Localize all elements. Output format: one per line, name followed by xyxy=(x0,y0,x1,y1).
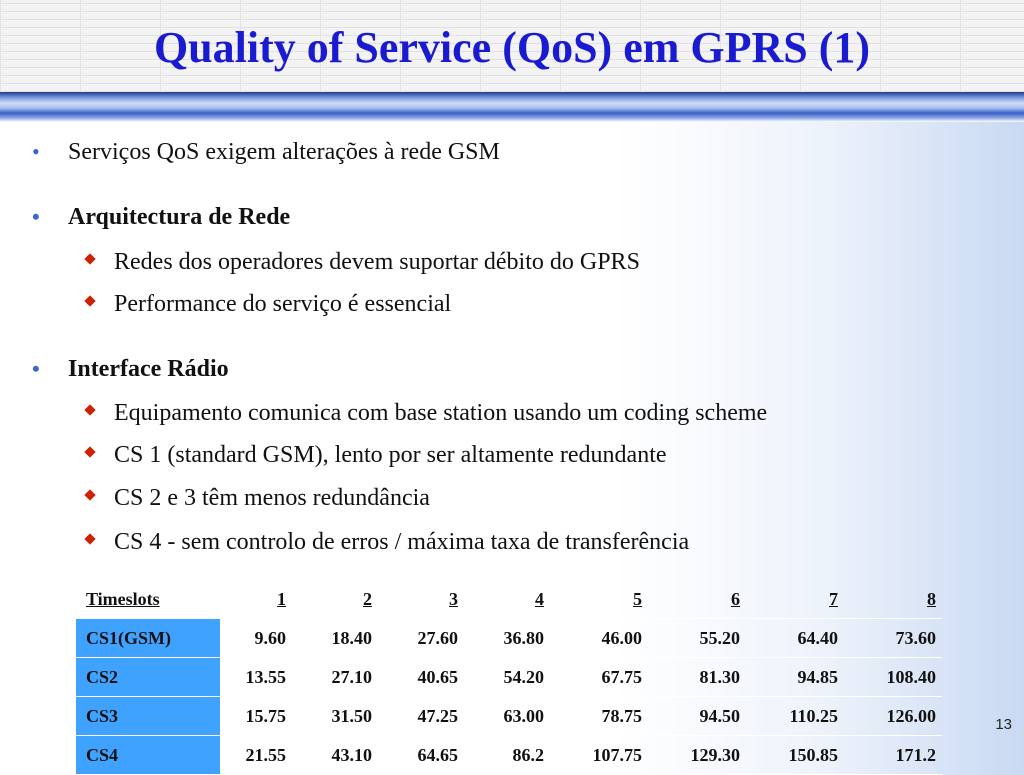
table-cell: 31.50 xyxy=(292,697,378,736)
title-divider xyxy=(0,92,1024,122)
diamond-bullet-icon xyxy=(84,446,95,457)
table-cell: 55.20 xyxy=(648,619,746,658)
table-cell: 47.25 xyxy=(378,697,464,736)
diamond-bullet-icon xyxy=(84,489,95,500)
bullet-1-text: Serviços QoS exigem alterações à rede GSM xyxy=(68,139,500,165)
table-header-cell: 6 xyxy=(648,580,746,619)
sub-bullet-text: Equipamento comunica com base station usando um coding scheme xyxy=(114,400,768,426)
sub-bullet-text: CS 2 e 3 têm menos redundância xyxy=(114,485,430,511)
table-cell: 36.80 xyxy=(464,619,550,658)
bullet-dot-icon: • xyxy=(32,139,40,164)
sub-bullet-2-2 xyxy=(114,289,451,319)
table-cell: 86.2 xyxy=(464,736,550,775)
sub-bullet-3-1 xyxy=(114,398,767,428)
table-cell: 78.75 xyxy=(550,697,648,736)
bullet-1 xyxy=(32,137,500,167)
sub-bullet-text: CS 1 (standard GSM), lento por ser altamente redundante xyxy=(114,442,667,468)
table-cell: 108.40 xyxy=(844,658,942,697)
diamond-bullet-icon xyxy=(84,533,95,544)
table-cell: 94.85 xyxy=(746,658,844,697)
table-header-cell: 3 xyxy=(378,580,464,619)
table-cell: 13.55 xyxy=(220,658,292,697)
table-row xyxy=(76,619,942,658)
table-header-cell: 8 xyxy=(844,580,942,619)
bullet-dot-icon: • xyxy=(32,204,40,229)
diamond-bullet-icon xyxy=(84,253,95,264)
table-cell: 15.75 xyxy=(220,697,292,736)
table-cell: 64.65 xyxy=(378,736,464,775)
bullet-2-text: Arquitectura de Rede xyxy=(68,204,291,230)
table-cell: 46.00 xyxy=(550,619,648,658)
table-cell: 40.65 xyxy=(378,658,464,697)
table-header-cell: 5 xyxy=(550,580,648,619)
table-row-label: CS2 xyxy=(76,658,220,697)
table-header-cell: Timeslots xyxy=(76,580,220,619)
sub-bullet-2-1 xyxy=(114,247,640,277)
bullet-3-text: Interface Rádio xyxy=(68,356,229,382)
sub-bullet-3-4 xyxy=(114,527,689,557)
diamond-bullet-icon xyxy=(84,404,95,415)
table-row-label: CS4 xyxy=(76,736,220,775)
table-header-cell: 2 xyxy=(292,580,378,619)
table-cell: 63.00 xyxy=(464,697,550,736)
table-cell: 171.2 xyxy=(844,736,942,775)
table-row-label: CS1(GSM) xyxy=(76,619,220,658)
table-header-row xyxy=(76,580,942,619)
table-cell: 27.10 xyxy=(292,658,378,697)
table-row xyxy=(76,736,942,775)
table-row-label: CS3 xyxy=(76,697,220,736)
table-row xyxy=(76,697,942,736)
table-cell: 150.85 xyxy=(746,736,844,775)
table-cell: 43.10 xyxy=(292,736,378,775)
table-cell: 67.75 xyxy=(550,658,648,697)
table-cell: 110.25 xyxy=(746,697,844,736)
coding-scheme-table xyxy=(76,580,942,775)
sub-bullet-text: CS 4 - sem controlo de erros / máxima taxa de transferência xyxy=(114,529,690,555)
table-header-cell: 4 xyxy=(464,580,550,619)
bullet-2 xyxy=(32,202,291,232)
table-cell: 126.00 xyxy=(844,697,942,736)
table-row xyxy=(76,658,942,697)
table-cell: 21.55 xyxy=(220,736,292,775)
table-header-cell: 1 xyxy=(220,580,292,619)
diamond-bullet-icon xyxy=(84,295,95,306)
sub-bullet-text: Redes dos operadores devem suportar débito do GPRS xyxy=(114,249,640,275)
table-cell: 94.50 xyxy=(648,697,746,736)
bullet-3 xyxy=(32,354,229,384)
table-cell: 73.60 xyxy=(844,619,942,658)
table-cell: 27.60 xyxy=(378,619,464,658)
slide-title: Quality of Service (QoS) em GPRS (1) xyxy=(153,23,871,72)
page-number: 13 xyxy=(995,716,1012,733)
table-cell: 18.40 xyxy=(292,619,378,658)
table-cell: 54.20 xyxy=(464,658,550,697)
table-cell: 64.40 xyxy=(746,619,844,658)
table-header-cell: 7 xyxy=(746,580,844,619)
sub-bullet-3-2 xyxy=(114,440,667,470)
table-cell: 81.30 xyxy=(648,658,746,697)
table-cell: 129.30 xyxy=(648,736,746,775)
sub-bullet-text: Performance do serviço é essencial xyxy=(114,291,452,317)
bullet-dot-icon: • xyxy=(32,356,40,381)
table-cell: 107.75 xyxy=(550,736,648,775)
sub-bullet-3-3 xyxy=(114,483,430,513)
table-cell: 9.60 xyxy=(220,619,292,658)
